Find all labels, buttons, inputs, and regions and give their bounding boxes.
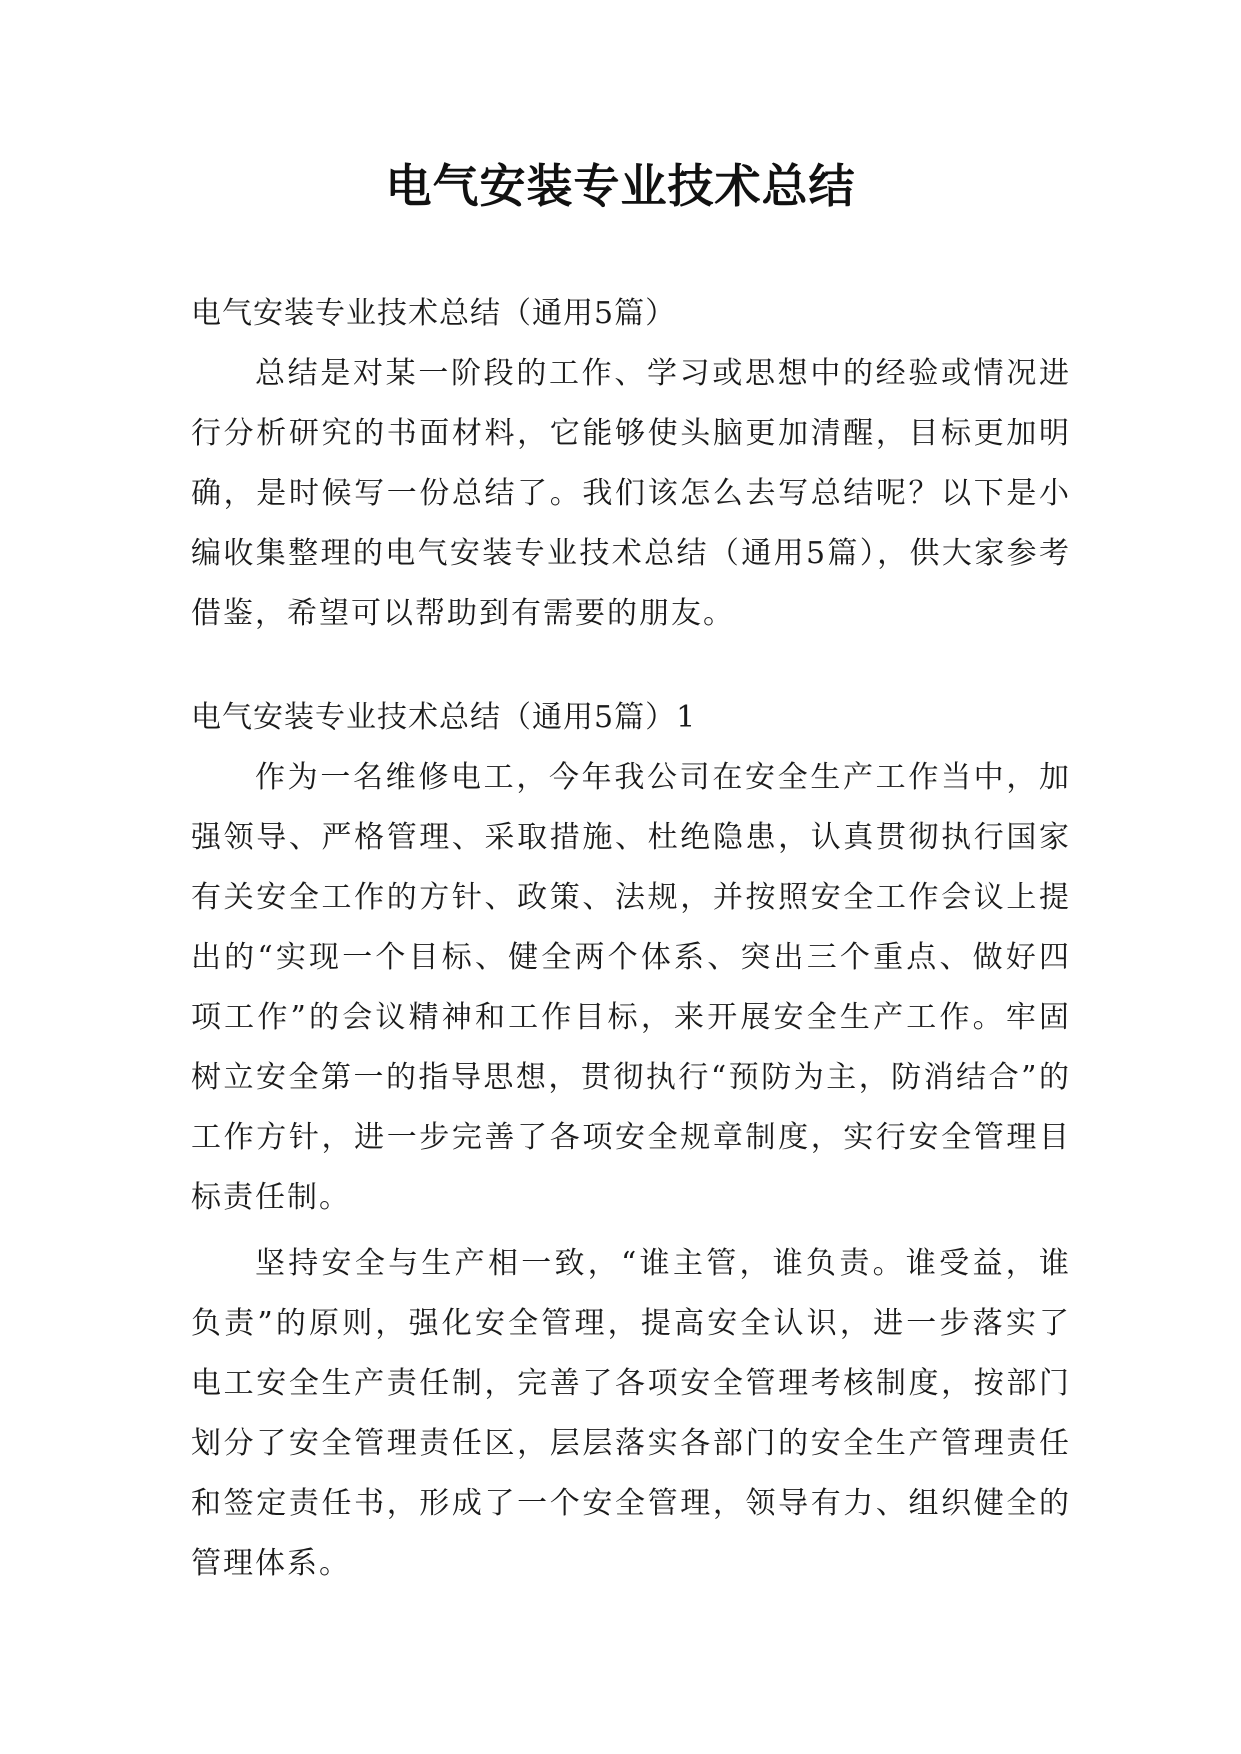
document-body <box>191 284 1071 1594</box>
intro-heading: 电气安装专业技术总结（通用5篇） <box>191 296 677 331</box>
section-1-paragraph: 作为一名维修电工，今年我公司在安全生产工作当中，加强领导、严格管理、采取措施、杜绝隐患，认真贯彻执行国家有关安全工作的方针、政策、法规，并按照安全工作会议上提出的“实现一个目标、健全两个体系、突出三个重点、做好四项工作”的会议精神和工作目标，来开展安全生产工作。牢固树立安全第一的指导思想，贯彻执行“预防为主，防消结合”的工作方针，进一步完善了各项安全规章制度，实行安全管理目标责任制。 <box>191 760 1071 1215</box>
section-1-heading: 电气安装专业技术总结（通用5篇）1 <box>191 700 697 735</box>
spacer <box>191 644 1071 688</box>
intro-paragraph: 总结是对某一阶段的工作、学习或思想中的经验或情况进行分析研究的书面材料，它能够使头脑更加清醒，目标更加明确，是时候写一份总结了。我们该怎么去写总结呢？以下是小编收集整理的电气安装专业技术总结（通用5篇），供大家参考借鉴，希望可以帮助到有需要的朋友。 <box>191 356 1071 631</box>
document-title: 电气安装专业技术总结 <box>385 159 856 213</box>
section-1-paragraph: 坚持安全与生产相一致，“谁主管，谁负责。谁受益，谁负责”的原则，强化安全管理，提高安全认识，进一步落实了电工安全生产责任制，完善了各项安全管理考核制度，按部门划分了安全管理责任区，层层落实各部门的安全生产管理责任和签定责任书，形成了一个安全管理，领导有力、组织健全的管理体系。 <box>191 1246 1071 1581</box>
